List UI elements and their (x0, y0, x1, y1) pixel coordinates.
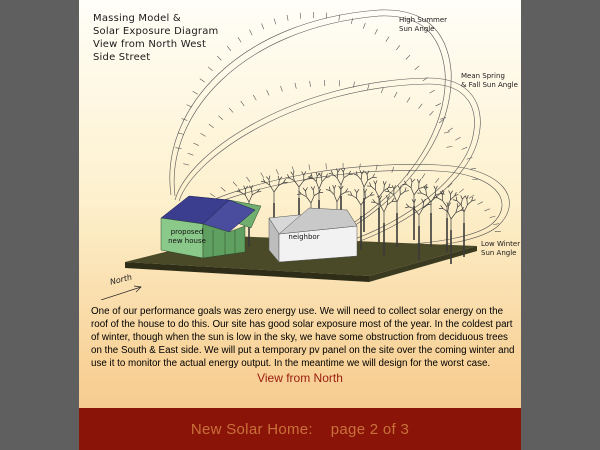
arc-rib (430, 90, 435, 93)
tree-branch (384, 185, 385, 191)
neighbor-house-label: neighbor (288, 233, 320, 241)
arc-rib (472, 179, 478, 180)
tree-branch (375, 180, 377, 184)
tree-branch (467, 199, 468, 205)
tree-branch (367, 174, 368, 180)
tree-branch (384, 205, 387, 212)
tree-branch (274, 186, 279, 192)
arc-rib (326, 163, 327, 169)
tree-branch (301, 194, 306, 197)
tree-branch (299, 181, 304, 187)
label-line: Sun Angle (481, 249, 517, 257)
tree-branch (352, 195, 357, 198)
tree-branch (419, 190, 421, 193)
arc-rib (459, 189, 464, 193)
tree-branch (283, 179, 285, 183)
tree-branch (462, 196, 465, 199)
tree-branch (375, 190, 379, 197)
arc-rib (209, 124, 214, 128)
tree-branch (441, 205, 443, 208)
arc-rib (287, 15, 288, 21)
tree-branch (344, 175, 349, 178)
tree-branch (467, 195, 468, 199)
tree-branch (316, 182, 319, 189)
tree-branch (313, 186, 314, 190)
arc-rib (261, 173, 264, 178)
tree-branch (423, 199, 425, 203)
tree-branch (357, 175, 361, 179)
arc-rib (210, 193, 215, 196)
tree-branch (311, 196, 314, 203)
arc-rib (419, 104, 423, 109)
tree-branch (461, 199, 462, 205)
north-label: North (109, 272, 133, 287)
tree-branch (387, 202, 392, 205)
arc-rib (435, 178, 439, 183)
diagram-title-line: Solar Exposure Diagram (93, 26, 219, 37)
tree-branch (313, 190, 314, 196)
arc-rib (467, 157, 473, 159)
arc-rib (221, 187, 226, 191)
tree-branch (306, 191, 307, 197)
tree-branch (349, 171, 351, 175)
arc-rib (281, 86, 283, 92)
arc-rib (274, 19, 276, 25)
tree-branch (334, 185, 336, 189)
arc-rib (309, 164, 310, 170)
slide (79, 0, 521, 450)
arc-rib (200, 79, 205, 82)
tree-branch (426, 190, 427, 196)
arc-rib (183, 164, 189, 165)
tree-branch (449, 191, 451, 195)
arc-rib (415, 66, 420, 70)
arc-rib (276, 169, 278, 174)
spring-fall-sun-angle-label (461, 72, 518, 90)
tree-branch (316, 172, 317, 176)
tree-branch (294, 181, 299, 187)
arc-rib (218, 116, 222, 120)
tree-branch (436, 186, 438, 190)
tree-branch (389, 184, 390, 188)
tree-branch (348, 195, 352, 196)
arc-rib (407, 170, 410, 175)
tree-branch (350, 191, 352, 195)
arc-rib (295, 83, 296, 89)
tree-branch (392, 198, 394, 201)
tree-branch (419, 187, 424, 189)
tree-branch (457, 204, 460, 207)
arc-rib (381, 87, 383, 93)
tree-branch (451, 213, 456, 219)
footer-title: New Solar Home: page 2 of 3 (190, 420, 410, 438)
arc-rib (455, 137, 460, 140)
arc-rib (407, 97, 410, 102)
tree-branch (467, 201, 471, 205)
tree-branch (397, 195, 400, 202)
tree-branch (249, 195, 252, 202)
tree-branch (355, 189, 357, 192)
tree-branch (398, 186, 400, 190)
tree-branch (330, 191, 334, 195)
tree-branch (311, 174, 312, 178)
tree-branch (357, 189, 359, 192)
tree-branch (251, 189, 252, 195)
tree-branch (434, 186, 436, 190)
arc-rib (233, 182, 237, 186)
arc-rib (193, 143, 198, 146)
tree-branch (266, 177, 269, 180)
tree-branch (314, 193, 319, 196)
arc-rib (193, 91, 198, 94)
diagram-title-line: Massing Model & (93, 13, 181, 24)
arc-rib (386, 37, 389, 42)
arc-rib (267, 90, 269, 95)
arc-rib (429, 111, 433, 115)
arc-rib (363, 23, 365, 29)
arc-rib (246, 177, 250, 182)
arc-rib (208, 67, 213, 71)
tree-branch (456, 197, 457, 201)
arc-rib (422, 174, 425, 179)
tree-branch (371, 186, 375, 190)
arc-rib (396, 45, 400, 50)
tree-branch (361, 174, 362, 180)
tree-branch (341, 178, 344, 185)
arc-rib (229, 108, 233, 112)
tree-branch (384, 181, 386, 185)
tree-branch (334, 195, 337, 202)
tree-branch (369, 182, 371, 186)
diagram-title-line: Side Street (93, 52, 151, 63)
tree-branch (374, 181, 376, 185)
tree-branch (322, 178, 326, 182)
tree-branch (367, 171, 369, 175)
tree-branch (448, 206, 449, 212)
arc-rib (178, 133, 184, 134)
description-paragraph: One of our performance goals was zero energy use. We will need to collect solar energy on the roof of the house to do this. Our site has good solar exposure most of the year. In the coldest part of winter, though when the sun is low in the sky, we have some obstruction from deciduous trees on the South & East side. We will put a temporary pv panel on the site over the coming winter and use it to monitor the actual energy output. In the meantime we will design for the worst case. (91, 306, 515, 369)
tree-branch (368, 177, 373, 180)
arc-rib (262, 24, 264, 30)
tree-branch (417, 179, 419, 183)
tree-branch (357, 198, 361, 205)
tree-branch (411, 188, 414, 195)
arc-rib (241, 101, 245, 106)
label-line: proposed (170, 228, 204, 236)
tree-branch (326, 189, 330, 190)
tree-branch (343, 172, 344, 178)
tree-branch (337, 195, 341, 202)
tree-branch (329, 187, 330, 191)
arc-rib (310, 81, 311, 87)
diagram-title-line: View from North West (93, 39, 207, 50)
arc-rib (484, 209, 490, 211)
tree-branch (406, 184, 411, 187)
label-line: new house (168, 237, 206, 245)
tree-branch (383, 181, 384, 185)
tree-branch (337, 172, 338, 178)
tree-branch (291, 172, 293, 175)
arc-rib (300, 13, 301, 19)
tree-branch (308, 177, 312, 178)
tree-branch (412, 179, 415, 182)
arc-rib (448, 183, 452, 187)
arc-rib (440, 117, 446, 119)
tree-branch (361, 180, 364, 187)
tree-branch (437, 198, 442, 201)
tree-branch (251, 185, 252, 189)
arc-rib (406, 55, 410, 59)
summer-sun-angle-label (399, 16, 447, 34)
arc-rib (187, 105, 192, 107)
tree-branch (338, 169, 340, 172)
tree-branch (303, 188, 306, 191)
tree-branch (411, 178, 412, 182)
tree-branch (419, 179, 421, 183)
tree-branch (406, 204, 409, 207)
arc-rib (436, 103, 441, 106)
tree-branch (388, 195, 390, 199)
arc-rib (490, 216, 496, 218)
arc-rib (446, 146, 452, 147)
diagram-title (93, 12, 253, 64)
tree-branch (373, 174, 375, 178)
tree-branch (343, 168, 345, 172)
tree-branch (442, 201, 447, 207)
label-line: & Fall Sun Angle (461, 81, 518, 89)
tree-branch (414, 189, 419, 195)
arc-rib (351, 18, 353, 24)
arc-rib (394, 92, 397, 97)
tree-branch (453, 200, 457, 201)
tree-branch (423, 205, 428, 208)
tree-branch (411, 182, 412, 188)
tree-branch (311, 187, 313, 190)
arc-rib (493, 224, 499, 225)
arc-rib (392, 167, 394, 173)
tree-branch (465, 195, 467, 199)
tree-branch (249, 186, 251, 190)
tree-branch (341, 192, 346, 195)
tree-branch (339, 186, 341, 189)
arc-rib (360, 164, 361, 170)
arc-rib (376, 165, 377, 171)
tree-branch (421, 193, 426, 195)
arc-rib (469, 195, 474, 198)
arc-rib (175, 148, 181, 149)
proposed-house-label (165, 228, 209, 246)
label-line: Sun Angle (399, 25, 435, 33)
tree-branch (319, 182, 322, 189)
tree-branch (269, 176, 270, 180)
label-line: High Summer (399, 16, 448, 24)
tree-branch (341, 169, 343, 172)
tree-branch (400, 191, 405, 194)
tree-branch (365, 195, 370, 198)
tree-branch (414, 209, 419, 215)
tree-branch (245, 195, 249, 202)
tree-branch (316, 176, 317, 182)
tree-branch (321, 172, 322, 176)
arc-rib (478, 202, 483, 205)
arc-rib (375, 29, 378, 34)
arc-rib (339, 15, 340, 21)
tree-branch (333, 185, 335, 189)
tree-branch (451, 191, 453, 195)
north-arrow (101, 286, 141, 300)
tree-branch (380, 196, 382, 200)
winter-sun-angle-label (481, 240, 520, 258)
arc-rib (444, 132, 450, 133)
arc-rib (448, 128, 453, 131)
tree-branch (380, 205, 384, 212)
label-line: Low Winter (481, 240, 521, 248)
tree-branch (337, 178, 341, 185)
tree-branch (448, 212, 451, 219)
view-caption: View from North (257, 371, 343, 385)
arc-rib (462, 147, 468, 149)
tree-branch (306, 187, 308, 191)
tree-branch (405, 207, 409, 208)
arc-rib (200, 133, 205, 136)
tree-branch (373, 177, 377, 178)
tree-branch (293, 171, 294, 175)
tree-branch (252, 192, 257, 195)
footer-bar (79, 408, 521, 450)
arc-rib (188, 153, 194, 155)
label-line: Mean Spring (461, 72, 505, 80)
arc-rib (253, 95, 256, 100)
tree-branch (461, 195, 463, 199)
arc-rib (368, 84, 370, 90)
tree-branch (279, 177, 282, 180)
tree-branch (450, 196, 454, 200)
tree-branch (306, 197, 311, 203)
tree-branch (426, 186, 427, 190)
tree-branch (365, 189, 367, 193)
